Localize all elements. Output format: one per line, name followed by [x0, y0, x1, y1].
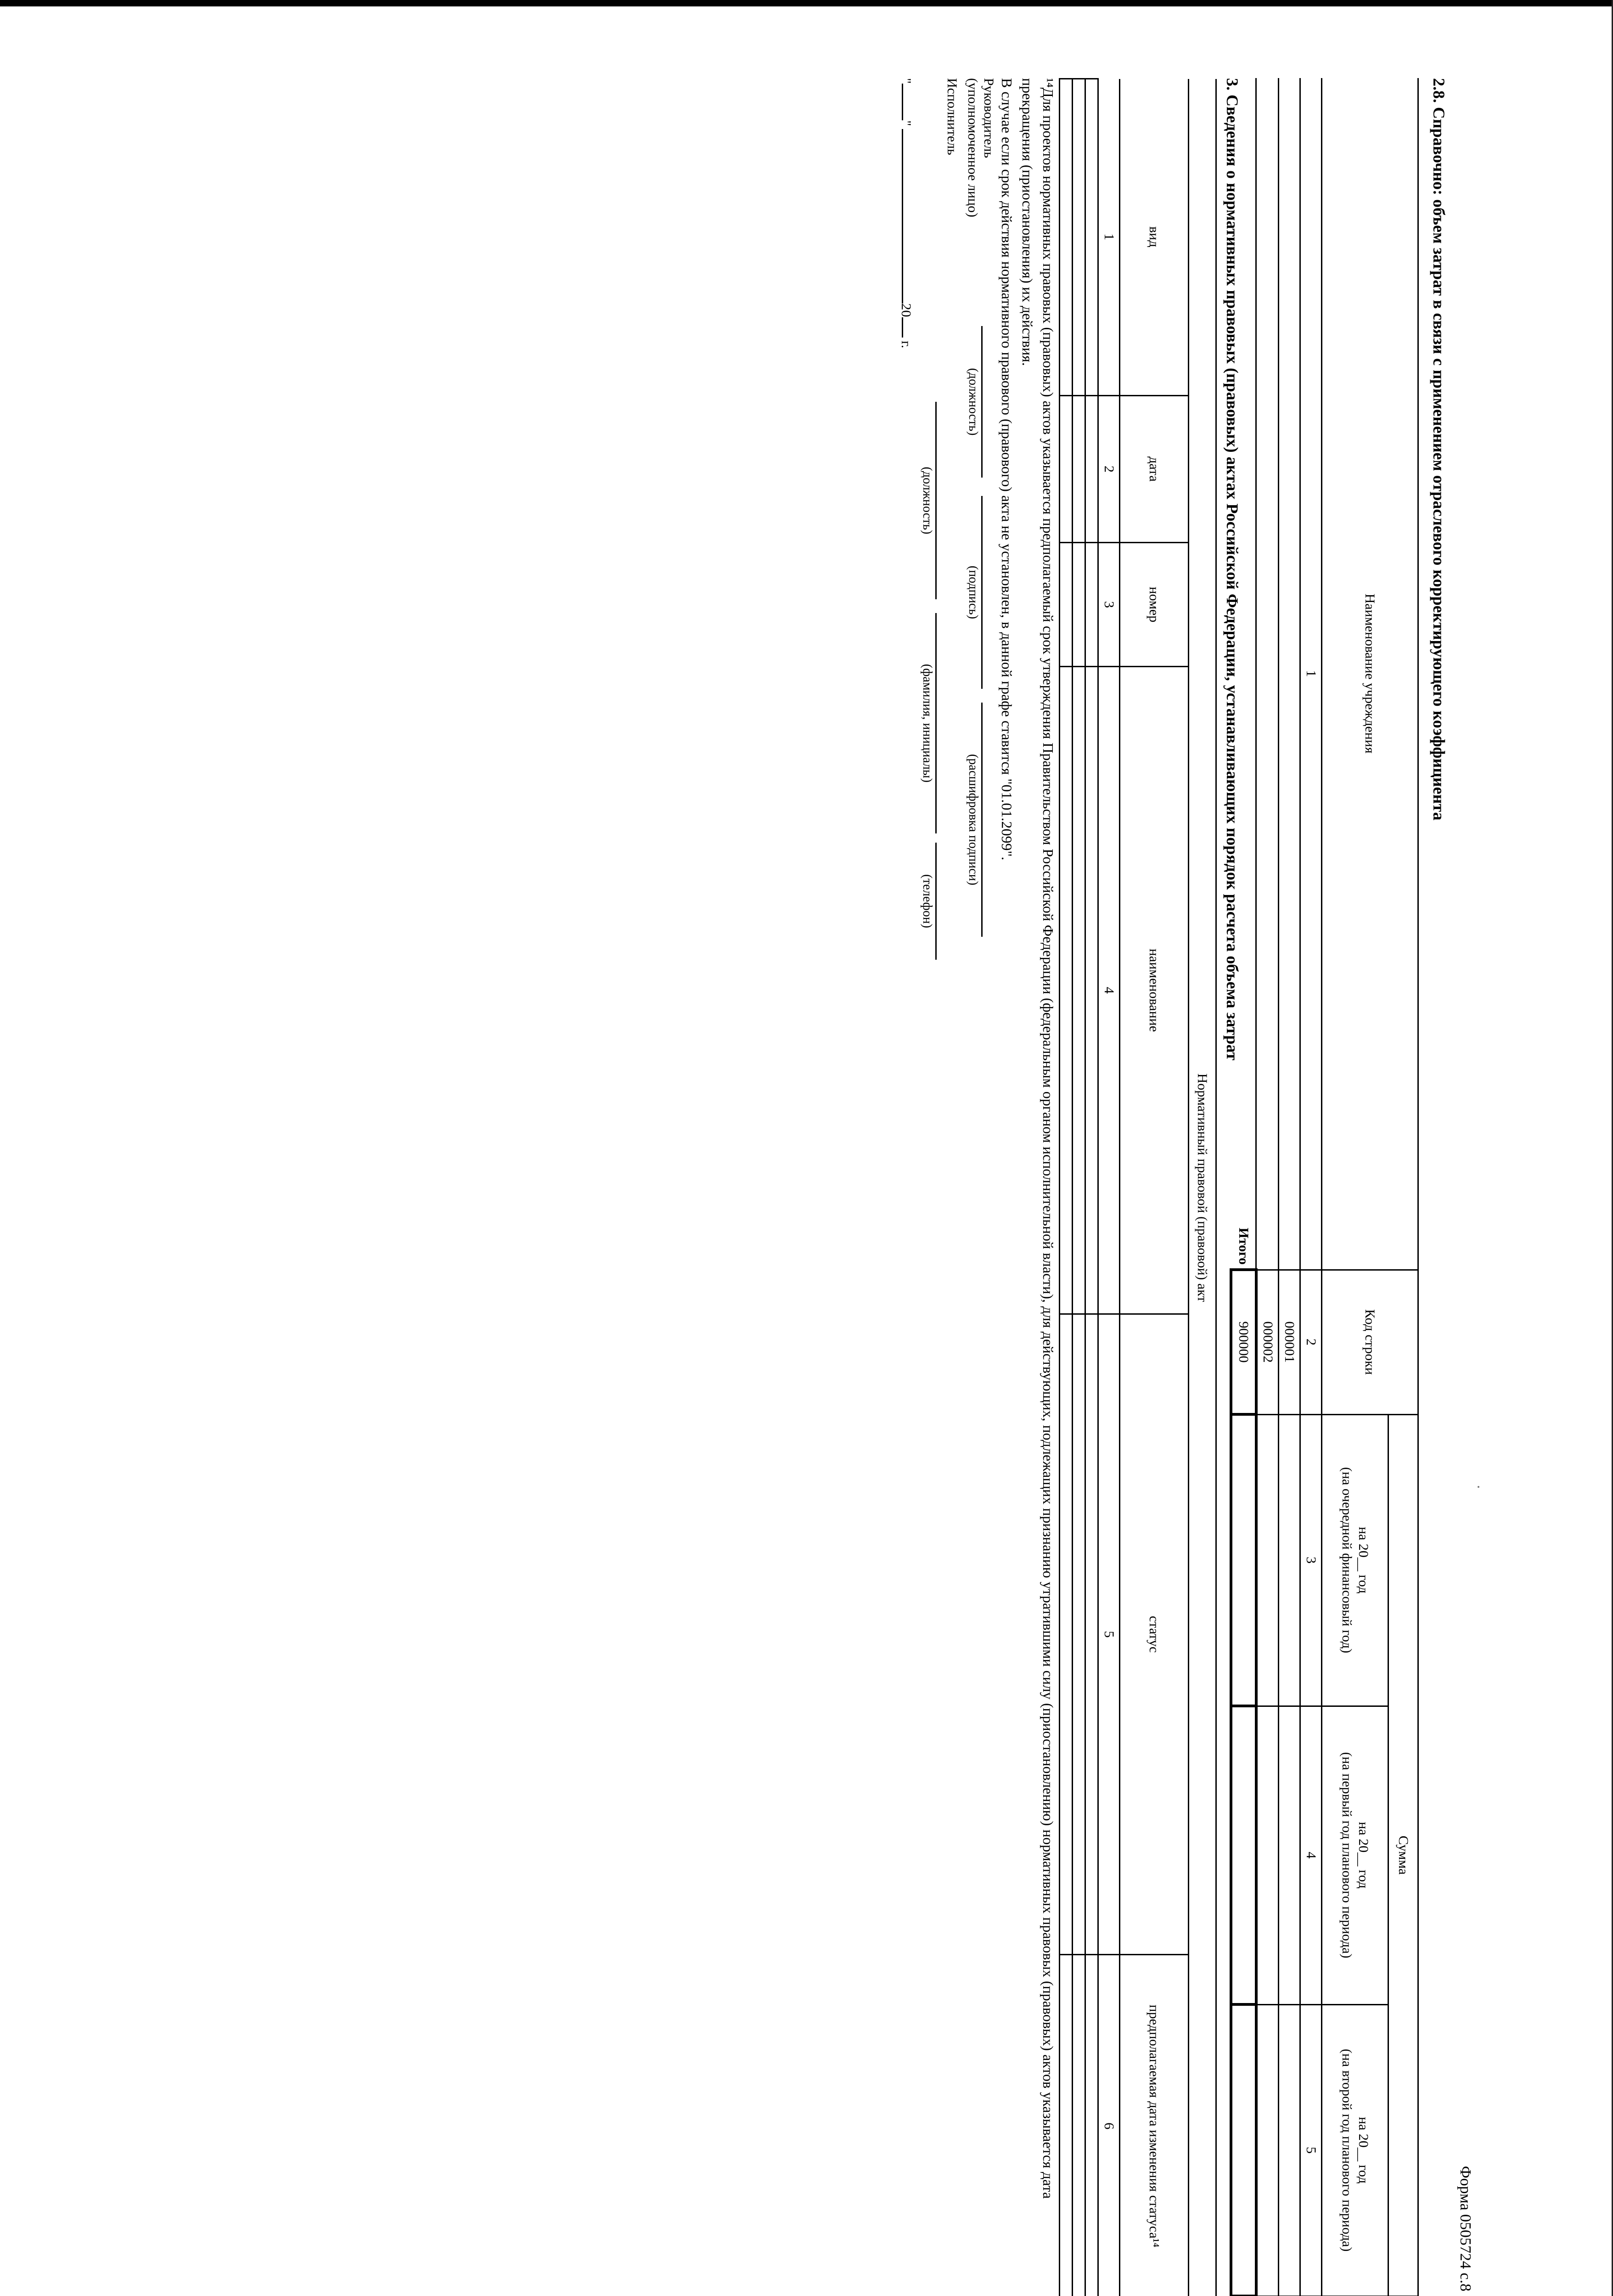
colnum: 2	[1098, 396, 1120, 543]
date-close-quote: "	[899, 120, 914, 126]
form-label: Форма 0505724 с.8	[1457, 2166, 1474, 2291]
group-header: Нормативный правовой (правовой) акт	[1189, 79, 1216, 2296]
colnum: 5	[1098, 1314, 1120, 1955]
colnum: 1	[1098, 79, 1120, 396]
colnum: 2	[1300, 1270, 1322, 1414]
colnum: 4	[1300, 1706, 1322, 2004]
table-row	[1279, 78, 1300, 2296]
colnum: 1	[1300, 78, 1322, 1270]
head-sublabel: (уполномоченное лицо)	[965, 78, 980, 218]
head-position-caption: (должность)	[966, 368, 980, 436]
table-row	[1060, 79, 1073, 2296]
footnote	[997, 78, 1058, 2282]
executor-position-line	[935, 402, 937, 599]
header-kind: вид	[1120, 79, 1189, 396]
date-line	[898, 78, 914, 348]
header-title: наименование	[1120, 667, 1189, 1314]
section-2-8-title: 2.8. Справочно: объем затрат в связи с применением отраслевого корректирующего коэффициента	[1430, 78, 1448, 821]
value-cell	[1231, 1414, 1256, 1706]
row-code-cell: 000001	[1279, 1270, 1300, 1414]
head-decode-caption: (расшифровка подписи)	[966, 754, 980, 885]
value-cell	[1279, 1414, 1300, 1706]
header-sum: Сумма	[1388, 1414, 1418, 2296]
date-open-quote: "	[899, 78, 914, 84]
header-number: номер	[1120, 543, 1189, 667]
value-cell	[1231, 1706, 1256, 2004]
table-row	[1085, 79, 1098, 2296]
rotated-form-page	[0, 60, 1511, 2296]
executor-name-caption: (фамилия, инициалы)	[920, 664, 934, 783]
header-year-2: на 20__ год (на первый год планового периода)	[1322, 1706, 1388, 2004]
executor-position-caption: (должность)	[920, 467, 934, 535]
executor-phone-line	[935, 843, 937, 960]
value-cell	[1256, 1414, 1279, 1706]
total-code: 900000	[1231, 1270, 1256, 1414]
header-year-3: на 20__ год (на второй год планового периода)	[1322, 2004, 1388, 2296]
executor-phone-caption: (телефон)	[920, 874, 934, 929]
colnum: 5	[1300, 2004, 1322, 2296]
header-code: Код строки	[1322, 1270, 1418, 1414]
value-cell	[1256, 1706, 1279, 2004]
head-label: Руководитель	[981, 78, 996, 158]
date-suffix: г.	[899, 341, 914, 349]
row-name-cell	[1279, 78, 1300, 1270]
row-code-cell: 000002	[1256, 1270, 1279, 1414]
table-row	[1256, 78, 1279, 2296]
header-year-1: на 20__ год (на очередной финансовый год)	[1322, 1414, 1388, 1706]
colnum: 6	[1098, 1955, 1120, 2296]
value-cell	[1279, 2004, 1300, 2296]
header-status-date: предполагаемая дата изменения статуса¹⁴	[1120, 1955, 1189, 2296]
section-3-title: 3. Сведения о нормативных правовых (правовых) актах Российской Федерации, устанавливающих порядок расчета объема затрат	[1223, 78, 1242, 1061]
scan-edge-top	[0, 0, 1613, 6]
value-cell	[1279, 1706, 1300, 2004]
date-century: 20	[899, 303, 914, 317]
executor-name-line	[935, 613, 937, 833]
colnum: 4	[1098, 667, 1120, 1314]
header-status: статус	[1120, 1314, 1189, 1955]
header-name: Наименование учреждения	[1322, 78, 1418, 1270]
footnote-line-2: В случае если срок действия нормативного правового (правового) акта не установлен, в данной графе ставится "01.01.2099".	[999, 78, 1016, 861]
value-cell	[1256, 2004, 1279, 2296]
table-row	[1073, 79, 1085, 2296]
coefficient-table	[1230, 78, 1419, 2296]
colnum: 3	[1098, 543, 1120, 667]
value-cell	[1231, 2004, 1256, 2296]
row-name-cell	[1256, 78, 1279, 1270]
normative-acts-table	[1059, 78, 1217, 2296]
footnote-line-1: ¹⁴Для проектов нормативных правовых (правовых) актов указывается предполагаемый срок утверждения Правительством Российской Федерации (федеральным органом исполнительной власти), для действующих, подлежащих признанию утратившими силу (приостановлению) нормативных правовых (правовых) актов указывается дата прекращения (приостановления) их действия.	[1019, 78, 1057, 2199]
colnum: 3	[1300, 1414, 1322, 1706]
header-date: дата	[1120, 396, 1189, 543]
head-signature-caption: (подпись)	[966, 565, 980, 619]
total-label: Итого	[1236, 1227, 1251, 1265]
head-position-line	[981, 326, 983, 478]
executor-label: Исполнитель	[944, 78, 960, 155]
head-decode-line	[981, 703, 983, 937]
head-signature-line	[981, 496, 983, 689]
